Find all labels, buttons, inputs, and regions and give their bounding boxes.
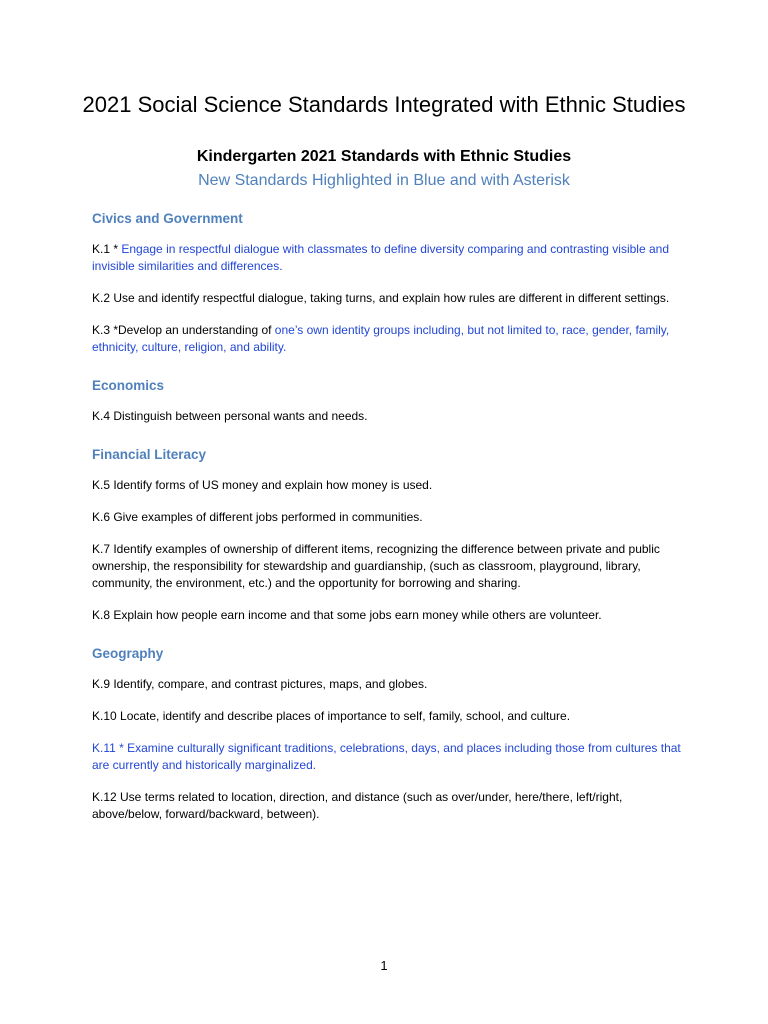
standard-k1-text: Engage in respectful dialogue with classmates to define diversity comparing and contrasting visible and invisible similarities and differences. xyxy=(92,242,669,273)
standard-k8: K.8 Explain how people earn income and that some jobs earn money while others are volunteer. xyxy=(92,608,602,622)
section-heading-financial-literacy: Financial Literacy xyxy=(92,447,207,462)
standard-k12: K.12 Use terms related to location, direction, and distance (such as over/under, here/there, left/right, above/below, forward/backward, between). xyxy=(92,790,623,821)
standard-k4: K.4 Distinguish between personal wants and needs. xyxy=(92,409,368,423)
standard-k6: K.6 Give examples of different jobs performed in communities. xyxy=(92,510,423,524)
standard-k3-text: one’s own identity groups including, but not limited to, race, gender, family, ethnicity, culture, religion, and ability. xyxy=(92,323,670,354)
standard-k11: K.11 * Examine culturally significant traditions, celebrations, days, and places including those from cultures that are currently and historically marginalized. xyxy=(92,741,681,772)
section-heading-economics: Economics xyxy=(92,378,165,393)
document-title: 2021 Social Science Standards Integrated with Ethnic Studies xyxy=(82,92,686,117)
standard-k3 xyxy=(92,322,682,356)
standard-k1 xyxy=(92,241,682,275)
grade-subtitle: Kindergarten 2021 Standards with Ethnic Studies xyxy=(196,148,572,165)
section-heading-civics: Civics and Government xyxy=(92,211,243,226)
standard-k5: K.5 Identify forms of US money and explain how money is used. xyxy=(92,478,433,492)
standard-k7: K.7 Identify examples of ownership of different items, recognizing the difference between private and public ownership, the responsibility for stewardship and guardianship, (such as classroom, playground, library, community, the environment, etc.) and the opportunity for borrowing and sharing. xyxy=(92,542,660,590)
standard-k1-prefix: K.1 * xyxy=(92,242,122,256)
section-heading-geography: Geography xyxy=(92,646,164,661)
standard-k9: K.9 Identify, compare, and contrast pictures, maps, and globes. xyxy=(92,677,428,691)
page-number: 1 xyxy=(380,958,388,973)
standard-k2: K.2 Use and identify respectful dialogue, taking turns, and explain how rules are different in different settings. xyxy=(92,291,670,305)
standards-content xyxy=(92,210,682,838)
highlight-note: New Standards Highlighted in Blue and with Asterisk xyxy=(198,172,570,189)
standard-k10: K.10 Locate, identify and describe places of importance to self, family, school, and culture. xyxy=(92,709,571,723)
standard-k3-prefix: K.3 *Develop an understanding of xyxy=(92,323,275,337)
